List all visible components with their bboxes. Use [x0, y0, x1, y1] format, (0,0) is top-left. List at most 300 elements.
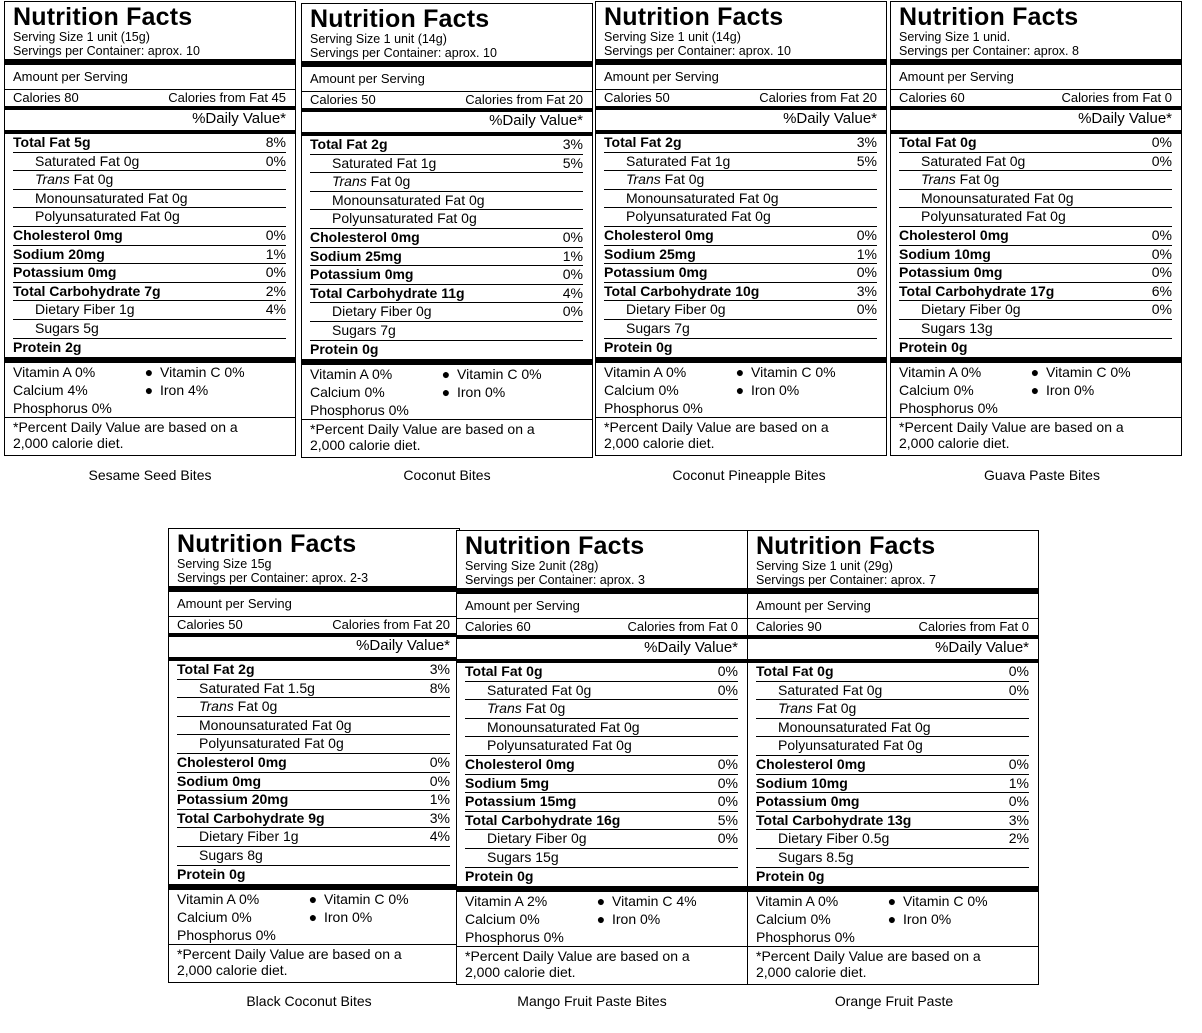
nutrient-trans-fat: Trans Fat 0g: [921, 171, 1000, 188]
bullet-icon: ●: [596, 893, 606, 910]
footnote: *Percent Daily Value are based on a 2,000 calorie diet.: [457, 946, 747, 982]
bullet-icon: ●: [308, 891, 318, 908]
vitamin-row-a-c: [756, 892, 1029, 910]
dv-saturated-fat: 0%: [265, 152, 286, 169]
nutrient-row-mono-fat: [177, 716, 450, 735]
dv-cholesterol: 0%: [1151, 226, 1172, 243]
servings-per-container: Servings per Container: aprox. 10: [310, 46, 497, 60]
nutrient-fiber: Dietary Fiber 0g: [332, 303, 432, 320]
daily-value-header: %Daily Value*: [644, 639, 738, 656]
vitamin-row-calcium-iron: [465, 910, 738, 928]
nutrient-sugars: Sugars 7g: [332, 321, 396, 338]
nutrient-potassium: Potassium 0mg: [604, 264, 708, 281]
bullet-icon: ●: [144, 364, 154, 381]
nutrient-total-fat: Total Fat 2g: [604, 134, 682, 150]
calories-value: Calories 60: [465, 619, 531, 634]
bullet-icon: ●: [735, 382, 745, 399]
nutrient-row-protein: [465, 867, 738, 886]
nutrient-row-protein: [13, 338, 286, 357]
calories-value: Calories 50: [177, 617, 243, 632]
nutrient-row-sugars: [756, 848, 1029, 867]
nutrient-carbohydrate: Total Carbohydrate 16g: [465, 811, 621, 828]
amount-per-serving: Amount per Serving: [899, 69, 1014, 84]
calories-row: [756, 619, 1029, 635]
calories-value: Calories 50: [310, 92, 376, 107]
vitamin-row-calcium-iron: [604, 381, 877, 399]
nutrient-row-poly-fat: [465, 736, 738, 755]
nutrient-total-fat: Total Fat 2g: [177, 661, 255, 677]
nutrient-row-carbohydrate: [899, 282, 1172, 301]
dv-carbohydrate: 3%: [1008, 811, 1029, 828]
vitamin-c: Vitamin C 0%: [751, 364, 836, 381]
dv-cholesterol: 0%: [562, 228, 583, 245]
nutrient-row-cholesterol: [899, 226, 1172, 245]
servings-per-container: Servings per Container: aprox. 8: [899, 44, 1079, 58]
nutrient-row-poly-fat: [604, 207, 877, 226]
nutrient-cholesterol: Cholesterol 0mg: [177, 753, 287, 770]
nutrient-cholesterol: Cholesterol 0mg: [756, 755, 866, 772]
vitamin-row-calcium-iron: [177, 908, 450, 926]
bullet-icon: ●: [1030, 364, 1040, 381]
nutrient-poly-fat: Polyunsaturated Fat 0g: [332, 210, 477, 227]
nutrient-row-sodium: [13, 245, 286, 264]
nutrient-row-potassium: [465, 792, 738, 811]
serving-size: Serving Size 1 unit (14g): [310, 32, 447, 46]
nutrient-saturated-fat: Saturated Fat 0g: [35, 152, 140, 169]
nutrient-saturated-fat: Saturated Fat 1g: [626, 152, 731, 169]
nutrient-row-trans-fat: [13, 170, 286, 189]
dv-carbohydrate: 6%: [1151, 282, 1172, 299]
nutrient-row-poly-fat: [899, 207, 1172, 226]
nutrient-total-fat: Total Fat 0g: [756, 663, 834, 679]
vitamin-row-a-c: [310, 365, 583, 383]
nutrient-trans-fat: Trans Fat 0g: [778, 700, 857, 717]
nutrient-carbohydrate: Total Carbohydrate 11g: [310, 284, 465, 301]
calories-row: [604, 90, 877, 106]
dv-total-fat: 8%: [265, 134, 286, 150]
daily-value-header: %Daily Value*: [935, 639, 1029, 656]
nutrient-row-sodium: [177, 772, 450, 791]
nutrient-row-mono-fat: [756, 718, 1029, 737]
nutrient-fiber: Dietary Fiber 0g: [626, 301, 726, 318]
vitamin-row-calcium-iron: [756, 910, 1029, 928]
calcium: Calcium 4%: [13, 382, 88, 399]
serving-size: Serving Size 1 unit (15g): [13, 30, 150, 44]
nutrient-potassium: Potassium 0mg: [13, 264, 117, 281]
bullet-icon: ●: [887, 911, 897, 928]
nutrient-row-trans-fat: [310, 172, 583, 191]
nutrient-sugars: Sugars 8.5g: [778, 848, 854, 865]
nutrient-potassium: Potassium 0mg: [899, 264, 1003, 281]
nutrient-row-potassium: [310, 265, 583, 284]
vitamin-c: Vitamin C 4%: [612, 893, 697, 910]
nutrient-mono-fat: Monounsaturated Fat 0g: [778, 718, 931, 735]
iron: Iron 0%: [1046, 382, 1095, 399]
nutrient-row-total-fat: [465, 663, 738, 681]
nutrient-row-protein: [177, 865, 450, 884]
nutrient-row-mono-fat: [604, 189, 877, 208]
dv-saturated-fat: 8%: [429, 679, 450, 696]
nutrient-mono-fat: Monounsaturated Fat 0g: [332, 191, 485, 208]
servings-per-container: Servings per Container: aprox. 3: [465, 573, 645, 587]
nutrient-fiber: Dietary Fiber 0.5g: [778, 830, 890, 847]
amount-per-serving: Amount per Serving: [177, 596, 292, 611]
nutrient-row-saturated-fat: [465, 681, 738, 700]
nutrient-poly-fat: Polyunsaturated Fat 0g: [921, 208, 1066, 225]
dv-potassium: 0%: [562, 266, 583, 283]
nutrient-poly-fat: Polyunsaturated Fat 0g: [487, 737, 632, 754]
nutrient-row-fiber: [899, 300, 1172, 319]
calcium: Calcium 0%: [899, 382, 974, 399]
nutrient-total-fat: Total Fat 0g: [899, 134, 977, 150]
nutrient-row-cholesterol: [13, 226, 286, 245]
calories-value: Calories 80: [13, 90, 79, 105]
dv-saturated-fat: 5%: [562, 154, 583, 171]
iron: Iron 0%: [457, 384, 506, 401]
daily-value-header: %Daily Value*: [783, 110, 877, 127]
nutrition-label-5: [168, 528, 460, 983]
nutrient-row-trans-fat: [604, 170, 877, 189]
nutrient-potassium: Potassium 20mg: [177, 791, 289, 808]
nutrient-cholesterol: Cholesterol 0mg: [13, 226, 123, 243]
nutrient-sugars: Sugars 5g: [35, 319, 99, 336]
nutrient-protein: Protein 0g: [177, 865, 246, 882]
dv-potassium: 0%: [856, 264, 877, 281]
calories-from-fat: Calories from Fat 0: [627, 619, 738, 634]
nutrient-protein: Protein 0g: [310, 340, 379, 357]
nutrient-poly-fat: Polyunsaturated Fat 0g: [199, 735, 344, 752]
nutrient-sodium: Sodium 25mg: [310, 247, 402, 264]
label-title: Nutrition Facts: [899, 3, 1079, 31]
serving-size: Serving Size 1 unit (29g): [756, 559, 893, 573]
footnote: *Percent Daily Value are based on a 2,000 calorie diet.: [169, 944, 459, 980]
calcium: Calcium 0%: [756, 911, 831, 928]
amount-per-serving: Amount per Serving: [756, 598, 871, 613]
nutrient-protein: Protein 0g: [899, 338, 968, 355]
product-caption: Orange Fruit Paste: [834, 993, 954, 1009]
nutrient-potassium: Potassium 0mg: [310, 266, 414, 283]
nutrient-row-trans-fat: [177, 697, 450, 716]
footnote: *Percent Daily Value are based on a 2,000 calorie diet.: [891, 417, 1181, 453]
phosphorus: Phosphorus 0%: [177, 927, 276, 944]
product-caption: Coconut Pineapple Bites: [672, 467, 826, 483]
nutrient-sugars: Sugars 8g: [199, 846, 263, 863]
nutrient-saturated-fat: Saturated Fat 1.5g: [199, 679, 315, 696]
nutrient-row-mono-fat: [465, 718, 738, 737]
dv-cholesterol: 0%: [856, 226, 877, 243]
nutrient-row-trans-fat: [465, 699, 738, 718]
vitamin-a: Vitamin A 0%: [177, 891, 260, 908]
nutrient-row-saturated-fat: [899, 152, 1172, 171]
calories-row: [465, 619, 738, 635]
nutrient-saturated-fat: Saturated Fat 1g: [332, 154, 437, 171]
nutrient-carbohydrate: Total Carbohydrate 10g: [604, 282, 760, 299]
dv-total-fat: 3%: [429, 661, 450, 677]
nutrient-trans-fat: Trans Fat 0g: [199, 698, 278, 715]
vitamin-c: Vitamin C 0%: [160, 364, 245, 381]
nutrition-label-2: [301, 3, 593, 458]
amount-per-serving: Amount per Serving: [604, 69, 719, 84]
nutrient-row-carbohydrate: [13, 282, 286, 301]
servings-per-container: Servings per Container: aprox. 7: [756, 573, 936, 587]
product-caption: Sesame Seed Bites: [88, 467, 212, 483]
dv-carbohydrate: 2%: [265, 282, 286, 299]
nutrition-label-3: [595, 1, 887, 456]
servings-per-container: Servings per Container: aprox. 10: [604, 44, 791, 58]
dv-carbohydrate: 3%: [429, 809, 450, 826]
calories-value: Calories 50: [604, 90, 670, 105]
nutrient-row-carbohydrate: [310, 284, 583, 303]
dv-fiber: 0%: [1151, 301, 1172, 318]
bullet-icon: ●: [308, 909, 318, 926]
serving-size: Serving Size 2unit (28g): [465, 559, 599, 573]
nutrient-row-cholesterol: [756, 755, 1029, 774]
nutrient-trans-fat: Trans Fat 0g: [487, 700, 566, 717]
serving-size: Serving Size 15g: [177, 557, 272, 571]
dv-total-fat: 0%: [717, 663, 738, 679]
calcium: Calcium 0%: [310, 384, 385, 401]
nutrient-row-trans-fat: [899, 170, 1172, 189]
nutrient-row-potassium: [177, 790, 450, 809]
nutrient-row-poly-fat: [177, 734, 450, 753]
nutrient-row-protein: [310, 340, 583, 359]
nutrient-trans-fat: Trans Fat 0g: [35, 171, 114, 188]
calcium: Calcium 0%: [604, 382, 679, 399]
dv-cholesterol: 0%: [429, 753, 450, 770]
dv-fiber: 2%: [1008, 830, 1029, 847]
nutrient-total-fat: Total Fat 5g: [13, 134, 91, 150]
nutrient-row-carbohydrate: [177, 809, 450, 828]
nutrient-carbohydrate: Total Carbohydrate 13g: [756, 811, 912, 828]
vitamin-c: Vitamin C 0%: [903, 893, 988, 910]
nutrient-row-potassium: [756, 792, 1029, 811]
dv-total-fat: 0%: [1008, 663, 1029, 679]
bullet-icon: ●: [735, 364, 745, 381]
vitamin-row-a-c: [604, 363, 877, 381]
phosphorus: Phosphorus 0%: [13, 400, 112, 417]
nutrition-label-1: [4, 1, 296, 456]
vitamin-a: Vitamin A 0%: [310, 366, 393, 383]
calories-value: Calories 90: [756, 619, 822, 634]
calories-value: Calories 60: [899, 90, 965, 105]
nutrient-row-poly-fat: [13, 207, 286, 226]
dv-potassium: 0%: [1008, 793, 1029, 810]
serving-size: Serving Size 1 unid.: [899, 30, 1011, 44]
label-title: Nutrition Facts: [756, 532, 936, 560]
nutrient-row-saturated-fat: [756, 681, 1029, 700]
nutrient-row-saturated-fat: [177, 679, 450, 698]
dv-total-fat: 3%: [856, 134, 877, 150]
dv-sodium: 0%: [717, 774, 738, 791]
nutrient-row-total-fat: [604, 134, 877, 152]
dv-potassium: 1%: [429, 791, 450, 808]
nutrient-row-total-fat: [13, 134, 286, 152]
bullet-icon: ●: [144, 382, 154, 399]
nutrient-row-carbohydrate: [756, 811, 1029, 830]
nutrient-row-sodium: [310, 247, 583, 266]
vitamin-a: Vitamin A 0%: [756, 893, 839, 910]
phosphorus: Phosphorus 0%: [899, 400, 998, 417]
nutrient-row-poly-fat: [310, 209, 583, 228]
bullet-icon: ●: [1030, 382, 1040, 399]
amount-per-serving: Amount per Serving: [13, 69, 128, 84]
dv-saturated-fat: 0%: [717, 681, 738, 698]
nutrient-row-fiber: [310, 302, 583, 321]
dv-cholesterol: 0%: [1008, 755, 1029, 772]
dv-sodium: 1%: [856, 245, 877, 262]
vitamin-a: Vitamin A 0%: [13, 364, 96, 381]
nutrient-total-fat: Total Fat 0g: [465, 663, 543, 679]
nutrient-sodium: Sodium 20mg: [13, 245, 105, 262]
nutrient-row-sodium: [756, 774, 1029, 793]
nutrient-row-fiber: [465, 829, 738, 848]
calories-row: [177, 617, 450, 633]
nutrient-row-fiber: [177, 827, 450, 846]
nutrient-row-cholesterol: [177, 753, 450, 772]
nutrient-potassium: Potassium 0mg: [756, 793, 860, 810]
phosphorus: Phosphorus 0%: [310, 402, 409, 419]
vitamin-c: Vitamin C 0%: [324, 891, 409, 908]
nutrient-sodium: Sodium 10mg: [756, 774, 848, 791]
dv-carbohydrate: 3%: [856, 282, 877, 299]
nutrient-row-trans-fat: [756, 699, 1029, 718]
nutrient-row-sugars: [13, 319, 286, 338]
nutrient-row-mono-fat: [310, 191, 583, 210]
nutrient-row-protein: [899, 338, 1172, 357]
nutrient-row-carbohydrate: [604, 282, 877, 301]
dv-carbohydrate: 4%: [562, 284, 583, 301]
vitamin-a: Vitamin A 2%: [465, 893, 548, 910]
nutrient-row-potassium: [899, 263, 1172, 282]
nutrient-row-saturated-fat: [13, 152, 286, 171]
nutrient-sodium: Sodium 0mg: [177, 772, 262, 789]
nutrient-row-sugars: [899, 319, 1172, 338]
nutrient-row-fiber: [604, 300, 877, 319]
nutrient-row-sugars: [604, 319, 877, 338]
product-caption: Guava Paste Bites: [984, 467, 1100, 483]
nutrient-cholesterol: Cholesterol 0mg: [899, 226, 1009, 243]
vitamin-row-a-c: [177, 890, 450, 908]
nutrient-sugars: Sugars 15g: [487, 848, 559, 865]
dv-potassium: 0%: [717, 793, 738, 810]
dv-saturated-fat: 5%: [856, 152, 877, 169]
nutrient-potassium: Potassium 15mg: [465, 793, 577, 810]
nutrient-row-protein: [756, 867, 1029, 886]
nutrient-row-sodium: [465, 774, 738, 793]
dv-total-fat: 0%: [1151, 134, 1172, 150]
vitamin-c: Vitamin C 0%: [457, 366, 542, 383]
nutrient-protein: Protein 2g: [13, 338, 82, 355]
bullet-icon: ●: [441, 366, 451, 383]
nutrient-row-total-fat: [756, 663, 1029, 681]
label-title: Nutrition Facts: [177, 530, 357, 558]
calories-from-fat: Calories from Fat 20: [465, 92, 583, 107]
footnote: *Percent Daily Value are based on a 2,000 calorie diet.: [5, 417, 295, 453]
iron: Iron 0%: [324, 909, 373, 926]
phosphorus: Phosphorus 0%: [465, 929, 564, 946]
nutrient-carbohydrate: Total Carbohydrate 17g: [899, 282, 1055, 299]
nutrient-trans-fat: Trans Fat 0g: [626, 171, 705, 188]
calories-from-fat: Calories from Fat 0: [1061, 90, 1172, 105]
vitamin-row-calcium-iron: [899, 381, 1172, 399]
nutrient-fiber: Dietary Fiber 0g: [487, 830, 587, 847]
nutrient-row-mono-fat: [899, 189, 1172, 208]
nutrient-mono-fat: Monounsaturated Fat 0g: [921, 189, 1074, 206]
label-title: Nutrition Facts: [310, 5, 490, 33]
dv-sodium: 0%: [1151, 245, 1172, 262]
nutrient-row-protein: [604, 338, 877, 357]
nutrient-protein: Protein 0g: [756, 867, 825, 884]
dv-sodium: 0%: [429, 772, 450, 789]
dv-fiber: 0%: [717, 830, 738, 847]
footnote: *Percent Daily Value are based on a 2,000 calorie diet.: [748, 946, 1038, 982]
dv-total-fat: 3%: [562, 136, 583, 152]
nutrient-fiber: Dietary Fiber 1g: [199, 828, 299, 845]
phosphorus: Phosphorus 0%: [756, 929, 855, 946]
nutrient-row-fiber: [756, 829, 1029, 848]
dv-sodium: 1%: [562, 247, 583, 264]
nutrient-row-sodium: [899, 245, 1172, 264]
nutrient-cholesterol: Cholesterol 0mg: [310, 228, 420, 245]
vitamin-row-calcium-iron: [310, 383, 583, 401]
nutrient-mono-fat: Monounsaturated Fat 0g: [199, 716, 352, 733]
nutrient-sugars: Sugars 7g: [626, 319, 690, 336]
nutrient-mono-fat: Monounsaturated Fat 0g: [626, 189, 779, 206]
daily-value-header: %Daily Value*: [356, 637, 450, 654]
nutrient-row-poly-fat: [756, 736, 1029, 755]
nutrient-row-sugars: [465, 848, 738, 867]
nutrient-carbohydrate: Total Carbohydrate 9g: [177, 809, 325, 826]
nutrient-saturated-fat: Saturated Fat 0g: [487, 681, 592, 698]
calories-row: [899, 90, 1172, 106]
nutrient-mono-fat: Monounsaturated Fat 0g: [35, 189, 188, 206]
nutrition-label-4: [890, 1, 1182, 456]
label-title: Nutrition Facts: [604, 3, 784, 31]
calcium: Calcium 0%: [177, 909, 252, 926]
bullet-icon: ●: [441, 384, 451, 401]
amount-per-serving: Amount per Serving: [465, 598, 580, 613]
nutrient-protein: Protein 0g: [604, 338, 673, 355]
phosphorus: Phosphorus 0%: [604, 400, 703, 417]
vitamin-a: Vitamin A 0%: [604, 364, 687, 381]
dv-saturated-fat: 0%: [1008, 681, 1029, 698]
vitamin-a: Vitamin A 0%: [899, 364, 982, 381]
nutrient-row-saturated-fat: [604, 152, 877, 171]
daily-value-header: %Daily Value*: [192, 110, 286, 127]
nutrient-total-fat: Total Fat 2g: [310, 136, 388, 152]
dv-saturated-fat: 0%: [1151, 152, 1172, 169]
calories-from-fat: Calories from Fat 20: [759, 90, 877, 105]
vitamin-row-calcium-iron: [13, 381, 286, 399]
dv-fiber: 4%: [265, 301, 286, 318]
iron: Iron 0%: [612, 911, 661, 928]
nutrition-label-6: [456, 530, 748, 985]
nutrient-sodium: Sodium 10mg: [899, 245, 991, 262]
dv-fiber: 4%: [429, 828, 450, 845]
nutrient-row-cholesterol: [604, 226, 877, 245]
nutrient-row-potassium: [604, 263, 877, 282]
calories-from-fat: Calories from Fat 0: [918, 619, 1029, 634]
nutrient-poly-fat: Polyunsaturated Fat 0g: [778, 737, 923, 754]
calcium: Calcium 0%: [465, 911, 540, 928]
iron: Iron 0%: [903, 911, 952, 928]
nutrient-fiber: Dietary Fiber 0g: [921, 301, 1021, 318]
vitamin-row-a-c: [899, 363, 1172, 381]
nutrient-row-fiber: [13, 300, 286, 319]
nutrient-sugars: Sugars 13g: [921, 319, 993, 336]
amount-per-serving: Amount per Serving: [310, 71, 425, 86]
product-caption: Coconut Bites: [403, 467, 491, 483]
